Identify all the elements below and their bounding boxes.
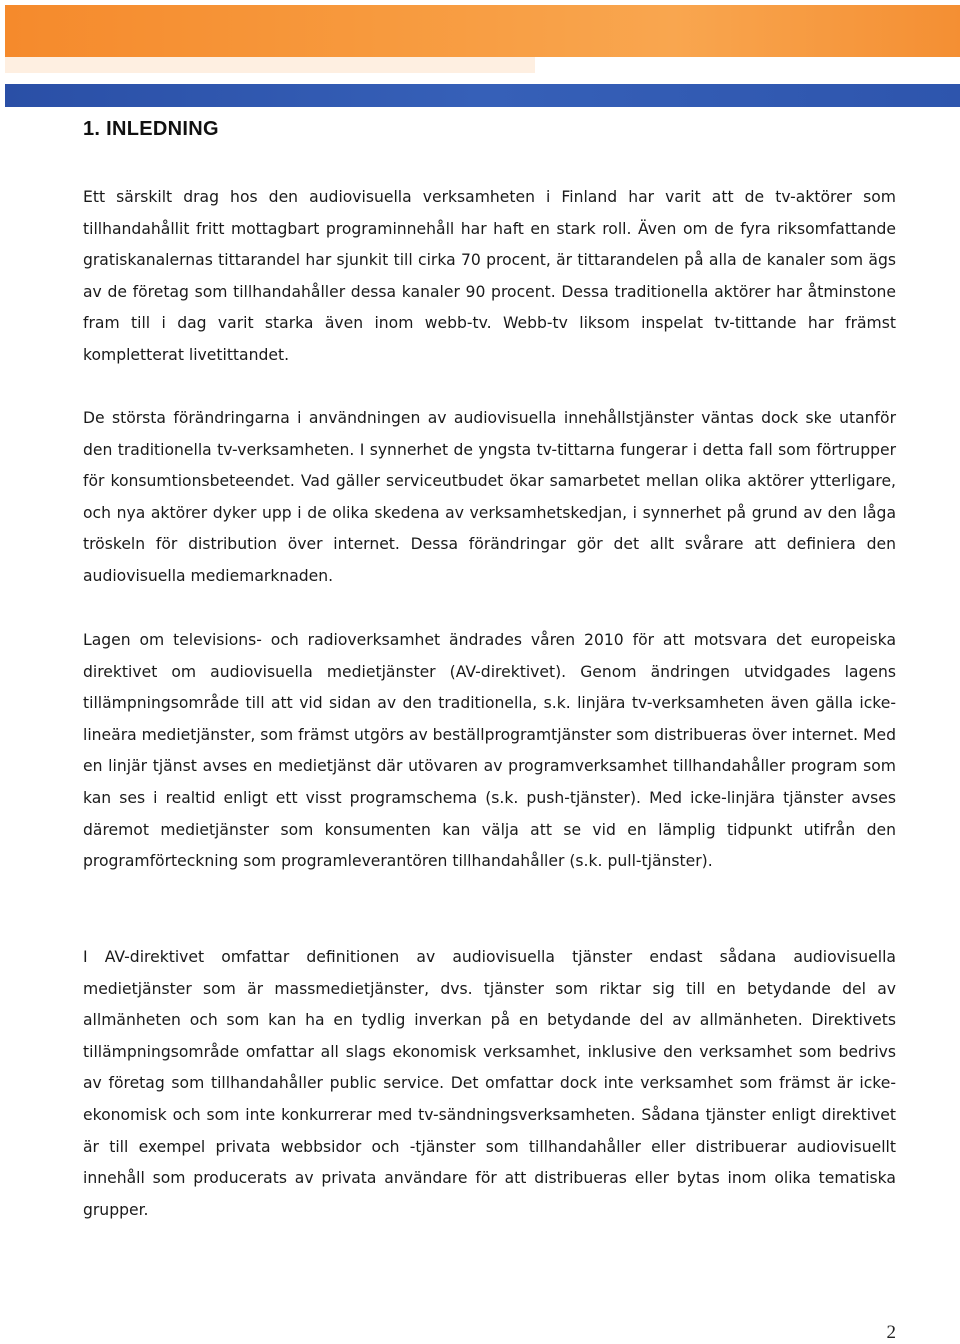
body-paragraph-2: De största förändringarna i användningen av audiovisuella innehållstjänster väntas dock ske utanför den traditionella tv-verksamheten. I synnerhet de yngsta tv-tittarna fungerar i detta fall som förtrupper för konsumtionsbeteendet. Vad gäller serviceutbudet ökar samarbetet mellan olika aktörer ytterligare, och nya aktörer dyker upp i de olika skedena av verksamhetskedjan, i synnerhet på grund av den låga tröskeln för distribution över internet. Dessa förändringar gör det allt svårare att definiera den audiovisuella mediemarknaden.	[83, 409, 896, 585]
body-paragraph-3: Lagen om televisions- och radioverksamhet ändrades våren 2010 för att motsvara det europeiska direktivet om audiovisuella medietjänster (AV-direktivet). Genom ändringen utvidgades lagens tillämpningsområde till att vid sidan av den traditionella, s.k. linjära tv-verksamheten även gälla icke-lineära medietjänster, som främst utgörs av beställprogramtjänster som distribueras över internet. Med en linjär tjänst avses en medietjänst där utövaren av programverksamhet tillhandahåller program som kan ses i realtid enligt ett visst programschema (s.k. push-tjänster). Med icke-linjära tjänster avses däremot medietjänster som konsumenten kan välja att se vid en lämplig tidpunkt utifrån den programförteckning som programleverantören tillhandahåller (s.k. pull-tjänster).	[83, 631, 896, 871]
header-separator	[5, 57, 960, 84]
page-number: 2	[886, 1322, 896, 1343]
body-paragraph-4: I AV-direktivet omfattar definitionen av audiovisuella tjänster endast sådana audiovisuella medietjänster som är massmedietjänster, dvs. tjänster som riktar sig till en betydande del av allmänheten och som kan ha en tydlig inverkan på en betydande del av allmänheten. Direktivets tillämpningsområde omfattar all slags ekonomisk verksamhet, inklusive den verksamhet som bedrivs av företag som tillhandahåller public service. Det omfattar dock inte verksamhet som främst är icke-ekonomisk och som inte konkurrerar med tv-sändningsverksamheten. Sådana tjänster enligt direktivet är till exempel privata webbsidor och -tjänster som tillhandahåller eller distribuerar audiovisuellt innehåll som producerats av privata användare för att distribueras eller bytas inom olika tematiska grupper.	[83, 948, 896, 1219]
body-paragraph-1: Ett särskilt drag hos den audiovisuella verksamheten i Finland har varit att de tv-aktörer som tillhandahållit fritt mottagbart programinnehåll har haft en stark roll. Även om de fyra riksomfattande gratiskanalernas tittarandel har sjunkit till cirka 70 procent, är tittarandelen på alla de kanaler som ägs av de företag som tillhandahåller dessa kanaler 90 procent. Dessa traditionella aktörer har åtminstone fram till i dag varit starka även inom webb-tv. Webb-tv liksom inspelat tv-tittande har främst kompletterat livetittandet.	[83, 188, 896, 364]
header-orange-band	[5, 5, 960, 57]
section-heading: 1. INLEDNING	[83, 118, 219, 140]
header-blue-band	[5, 84, 960, 107]
